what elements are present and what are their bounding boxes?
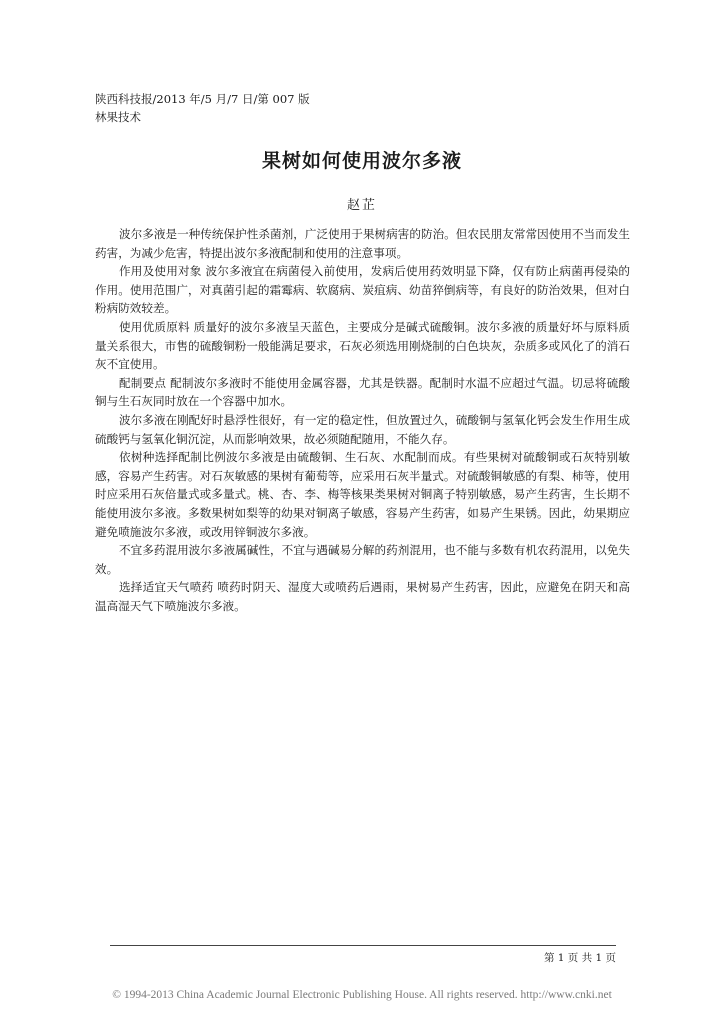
paragraph: 波尔多液在刚配好时悬浮性很好，有一定的稳定性，但放置过久，硫酸铜与氢氧化钙会发生作用生成硫酸钙与氢氧化铜沉淀，从而影响效果，故必须随配随用，不能久存。 bbox=[95, 412, 630, 446]
paragraph: 波尔多液是一种传统保护性杀菌剂，广泛使用于果树病害的防治。但农民朋友常常因使用不当而发生药害，为减少危害，特提出波尔多液配制和使用的注意事项。 bbox=[95, 227, 630, 260]
article-title: 果树如何使用波尔多液 bbox=[261, 150, 462, 172]
article-body bbox=[95, 225, 630, 615]
paragraph: 配制要点 配制波尔多液时不能使用金属容器，尤其是铁器。配制时水温不应超过气温。切忌将硫酸铜与生石灰同时放在一个容器中加水。 bbox=[95, 375, 630, 409]
section-label: 林果技术 bbox=[95, 110, 141, 124]
copyright-notice: © 1994-2013 China Academic Journal Electronic Publishing House. All rights reserved. http://www.cnki.net bbox=[112, 989, 612, 1001]
page-number: 第 1 页 共 1 页 bbox=[543, 952, 616, 964]
article-author: 赵芷 bbox=[346, 198, 377, 213]
footer-divider bbox=[110, 945, 616, 946]
source-line: 陕西科技报/2013 年/5 月/7 日/第 007 版 bbox=[95, 92, 310, 106]
paragraph: 不宜多药混用波尔多液属碱性，不宜与遇碱易分解的药剂混用，也不能与多数有机农药混用，以免失效。 bbox=[95, 543, 630, 576]
paragraph: 依树种选择配制比例波尔多液是由硫酸铜、生石灰、水配制而成。有些果树对硫酸铜或石灰特别敏感，容易产生药害。对石灰敏感的果树有葡萄等，应采用石灰半量式。对硫酸铜敏感的有梨、柿等，使用时应采用石灰倍量式或多量式。桃、杏、李、梅等核果类果树对铜离子特别敏感，易产生药害，生长期不能使用波尔多液。多数果树如梨等的幼果对铜离子敏感，容易产生药害，如易产生果锈。因此，幼果期应避免喷施波尔多液，或改用锌铜波尔多液。 bbox=[95, 450, 630, 539]
paragraph: 选择适宜天气喷药 喷药时阴天、湿度大或喷药后遇雨，果树易产生药害，因此，应避免在阴天和高温高湿天气下喷施波尔多液。 bbox=[95, 580, 630, 613]
paragraph: 使用优质原料 质量好的波尔多液呈天蓝色，主要成分是碱式硫酸铜。波尔多液的质量好坏与原料质量关系很大，市售的硫酸铜粉一般能满足要求，石灰必须选用刚烧制的白色块灰，杂质多或风化了的消石灰不宜使用。 bbox=[95, 319, 630, 372]
paragraph: 作用及使用对象 波尔多液宜在病菌侵入前使用，发病后使用药效明显下降，仅有防止病菌再侵染的作用。使用范围广，对真菌引起的霜霉病、软腐病、炭疽病、幼苗猝倒病等，有良好的防治效果，但对白粉病防效较差。 bbox=[95, 264, 630, 316]
